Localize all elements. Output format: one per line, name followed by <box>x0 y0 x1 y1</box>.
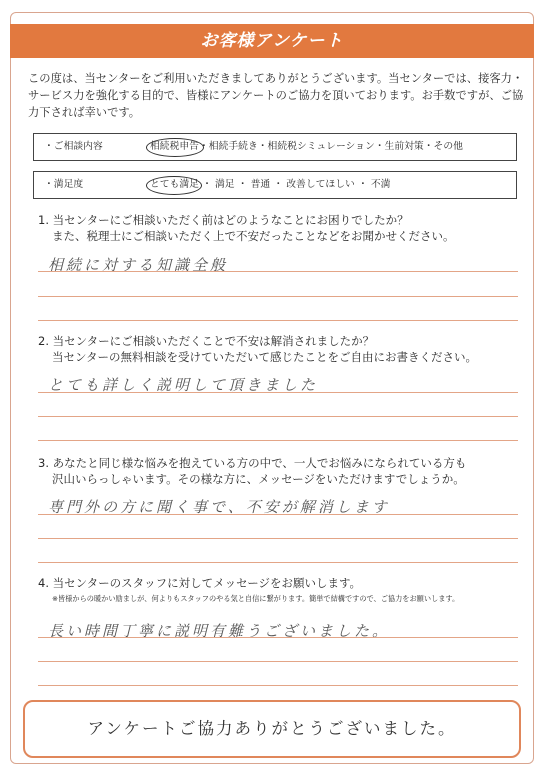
consultation-selected-mark <box>146 138 204 157</box>
answer-line <box>38 320 518 321</box>
answer-line <box>38 271 518 272</box>
satisfaction-box <box>33 171 517 199</box>
question-3 <box>38 455 518 487</box>
question-4-note: ※皆様からの暖かい励ましが、何よりもスタッフのやる気と自信に繋がります。簡単で結構ですので、ご協力をお願いします。 <box>52 594 460 603</box>
question-1-line2: また、税理士にご相談いただく上で不安だったことなどをお聞かせください。 <box>52 229 455 243</box>
question-2-line2: 当センターの無料相談を受けていただいて感じたことをご自由にお書きください。 <box>52 350 478 364</box>
question-3-line1: 3. あなたと同じ様な悩みを抱えている方の中で、一人でお悩みになられている方も <box>38 456 467 470</box>
consultation-options: 相続税申告・相続手続き・相続税シミュレーション・生前対策・その他 <box>150 141 463 152</box>
answer-line <box>38 562 518 563</box>
answer-line <box>38 440 518 441</box>
answer-3: 専門外の方に聞く事で、不安が解消します <box>48 498 390 516</box>
answer-line <box>38 514 518 515</box>
answer-1: 相続に対する知識全般 <box>48 256 229 274</box>
answer-line <box>38 661 518 662</box>
answer-line <box>38 416 518 417</box>
page-title: お客様アンケート <box>10 24 534 58</box>
consultation-box <box>33 133 517 161</box>
answer-line <box>38 538 518 539</box>
answer-2: とても詳しく説明して頂きました <box>48 376 319 394</box>
question-4 <box>38 575 518 605</box>
question-1 <box>38 212 518 244</box>
answer-4: 長い時間丁寧に説明有難うございました。 <box>48 622 391 640</box>
answer-line <box>38 296 518 297</box>
question-2-line1: 2. 当センターにご相談いただくことで不安は解消されましたか？ <box>38 334 375 348</box>
satisfaction-selected-mark <box>146 176 202 195</box>
answer-line <box>38 685 518 686</box>
answer-line <box>38 637 518 638</box>
intro-text: この度は、当センターをご利用いただきましてありがとうございます。当センターでは、接客力・サービス力を強化する目的で、皆様にアンケートのご協力を頂いております。お手数ですが、ご協力下されば幸いです。 <box>28 72 524 119</box>
satisfaction-options: とても満足 ・ 満足 ・ 普通 ・ 改善してほしい ・ 不満 <box>150 179 391 190</box>
consultation-label: ・ご相談内容 <box>44 141 103 152</box>
question-1-line1: 1. 当センターにご相談いただく前はどのようなことにお困りでしたか？ <box>38 213 409 227</box>
satisfaction-label: ・満足度 <box>44 179 84 190</box>
question-4-line1: 4. 当センターのスタッフに対してメッセージをお願いします。 <box>38 576 362 590</box>
closing-message: アンケートご協力ありがとうございました。 <box>23 700 521 758</box>
question-2 <box>38 333 518 365</box>
question-3-line2: 沢山いらっしゃいます。その様な方に、メッセージをいただけますでしょうか。 <box>52 472 465 486</box>
answer-line <box>38 392 518 393</box>
